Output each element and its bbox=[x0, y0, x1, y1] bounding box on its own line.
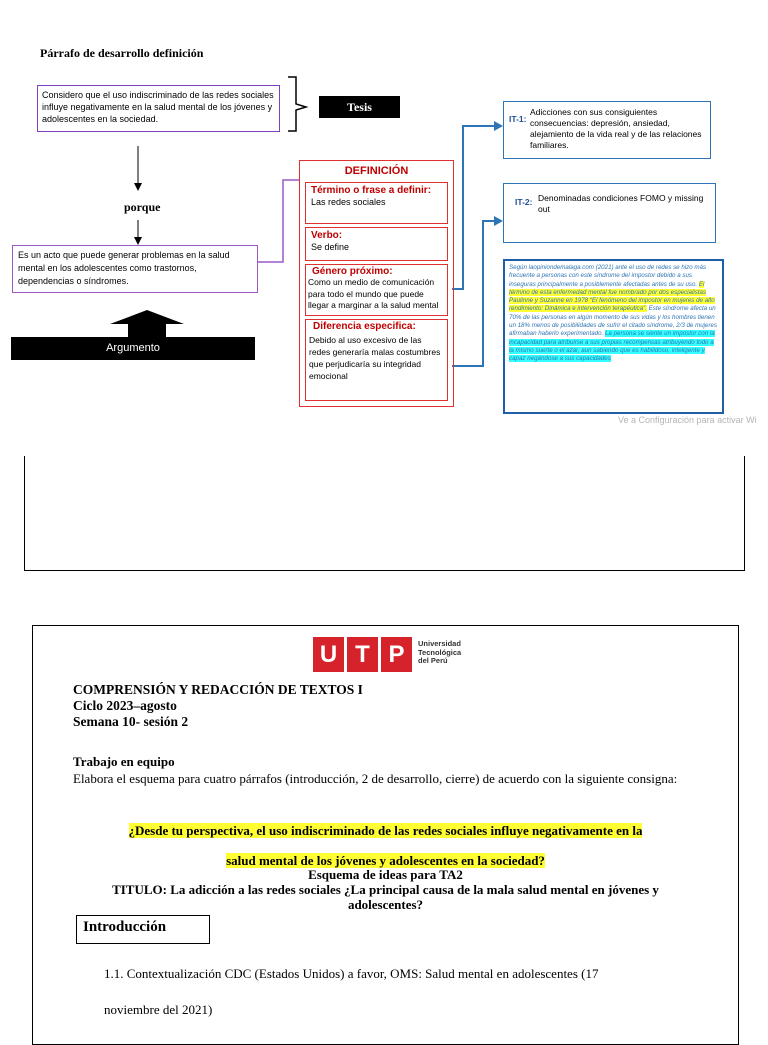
quote-highlight-cyan: La persona se siente un impostor con la incapacidad para atribuirse a sus propias recompensas atribuyendo todo a la mismo suerte o el azar, aun sabiendo que es habilidoso, inteligente y capaz negándose a sus capacidades bbox=[509, 330, 715, 363]
document-page bbox=[32, 625, 739, 1045]
diferencia-section bbox=[305, 319, 448, 401]
utp-logo bbox=[313, 637, 461, 673]
genero-section bbox=[305, 264, 448, 316]
introduccion-box bbox=[76, 915, 210, 944]
ciclo: Ciclo 2023–agosto bbox=[73, 698, 177, 713]
course-title: COMPRENSIÓN Y REDACCIÓN DE TEXTOS I bbox=[73, 682, 363, 697]
verbo-value: Se define bbox=[311, 242, 350, 252]
logo-text-3: del Perú bbox=[418, 656, 448, 665]
introduccion-label: Introducción bbox=[83, 919, 167, 935]
logo-text-1: Universidad bbox=[418, 639, 461, 648]
titulo-line-1: TITULO: La adicción a las redes sociales ¿La principal causa de la mala salud mental en jóvenes y bbox=[112, 882, 659, 897]
it2-text: Denominadas condiciones FOMO y missing out bbox=[538, 193, 704, 214]
titulo-line-2: adolescentes? bbox=[347, 897, 424, 912]
genero-value: Como un medio de comunicación para todo el mundo que puede llegar a marginar a la salud mental bbox=[308, 277, 439, 310]
esquema-title: Esquema de ideas para TA2 bbox=[308, 867, 463, 882]
quote-text-1: Según laopiniondemalaga.com (2021) ante el uso de redes se hizo más frecuente a personas con este síndrome del impostor debido a sus inseguras principalmente a posiblemente afectadas antes de su uso. bbox=[509, 264, 707, 288]
trabajo-label: Trabajo en equipo bbox=[73, 754, 175, 769]
intro-item-line-1: 1.1. Contextualización CDC (Estados Unidos) a favor, OMS: Salud mental en adolescentes (17 bbox=[104, 966, 599, 981]
termino-head: Término o frase a definir: bbox=[311, 185, 432, 196]
it1-box bbox=[503, 101, 711, 159]
argument-text: Es un acto que puede generar problemas en la salud mental en los adolescentes como trastornos, dependencias o síndromes. bbox=[18, 250, 230, 286]
logo-letter-u: U bbox=[313, 637, 344, 672]
it2-label: IT-2: bbox=[515, 197, 533, 207]
semana: Semana 10- sesión 2 bbox=[73, 714, 189, 729]
argumento-label: Argumento bbox=[106, 342, 160, 354]
question-line-2: salud mental de los jóvenes y adolescentes en la sociedad? bbox=[226, 853, 545, 868]
logo-letter-p: P bbox=[381, 637, 412, 672]
it1-label: IT-1: bbox=[509, 114, 527, 124]
termino-section bbox=[305, 182, 448, 224]
diferencia-head: Diferencia especifica: bbox=[313, 321, 416, 332]
genero-head: Género próximo: bbox=[312, 266, 393, 277]
quote-highlight-yellow: El término de esta enfermedad mental fue nombrado por dos especialistas Paulinne y Suzanne en 1978 “El fenómeno del impostor en mujeres de alto rendimiento: Dinámica e intervención terapéutica”. bbox=[509, 280, 715, 313]
it1-text: Adicciones con sus consiguientes consecuencias: depresión, ansiedad, alejamiento de la vida real y de las relaciones familiares. bbox=[530, 107, 702, 150]
porque-label: porque bbox=[124, 200, 161, 214]
quote-box bbox=[503, 259, 724, 414]
diagram-heading: Párrafo de desarrollo definición bbox=[40, 46, 204, 60]
quote-text-2: Este síndrome afecta un 70% de las personas en algún momento de sus vidas y los hombres tienen un 18% menos de posibilidades de sufrir el citado síndrome, 2/3 de mujeres afirmaban haberlo experimentado. bbox=[509, 305, 718, 338]
it2-box bbox=[503, 183, 716, 243]
empty-panel bbox=[24, 466, 745, 571]
intro-item-line-2: noviembre del 2021) bbox=[104, 1002, 213, 1017]
diferencia-value: Debido al uso excesivo de las redes generaría malas costumbres que perjudicaría su integridad emocional bbox=[309, 335, 441, 381]
activation-watermark: Ve a Configuración para activar Wi bbox=[618, 415, 757, 425]
logo-text-2: Tecnológica bbox=[418, 647, 462, 657]
logo-letter-t: T bbox=[347, 637, 378, 672]
verbo-section bbox=[305, 227, 448, 261]
thesis-text: Considero que el uso indiscriminado de las redes sociales influye negativamente en la salud mental de los jóvenes y adolescentes en la sociedad. bbox=[42, 90, 274, 124]
definicion-box bbox=[299, 160, 454, 407]
question-line-1: ¿Desde tu perspectiva, el uso indiscriminado de las redes sociales influye negativamente en la bbox=[128, 823, 643, 838]
termino-value: Las redes sociales bbox=[311, 197, 386, 207]
tesis-label: Tesis bbox=[347, 100, 372, 114]
verbo-head: Verbo: bbox=[311, 230, 343, 241]
elabora-text: Elabora el esquema para cuatro párrafos (introducción, 2 de desarrollo, cierre) de acuerdo con la siguiente consigna: bbox=[73, 771, 678, 786]
definicion-title: DEFINICIÓN bbox=[344, 165, 409, 177]
